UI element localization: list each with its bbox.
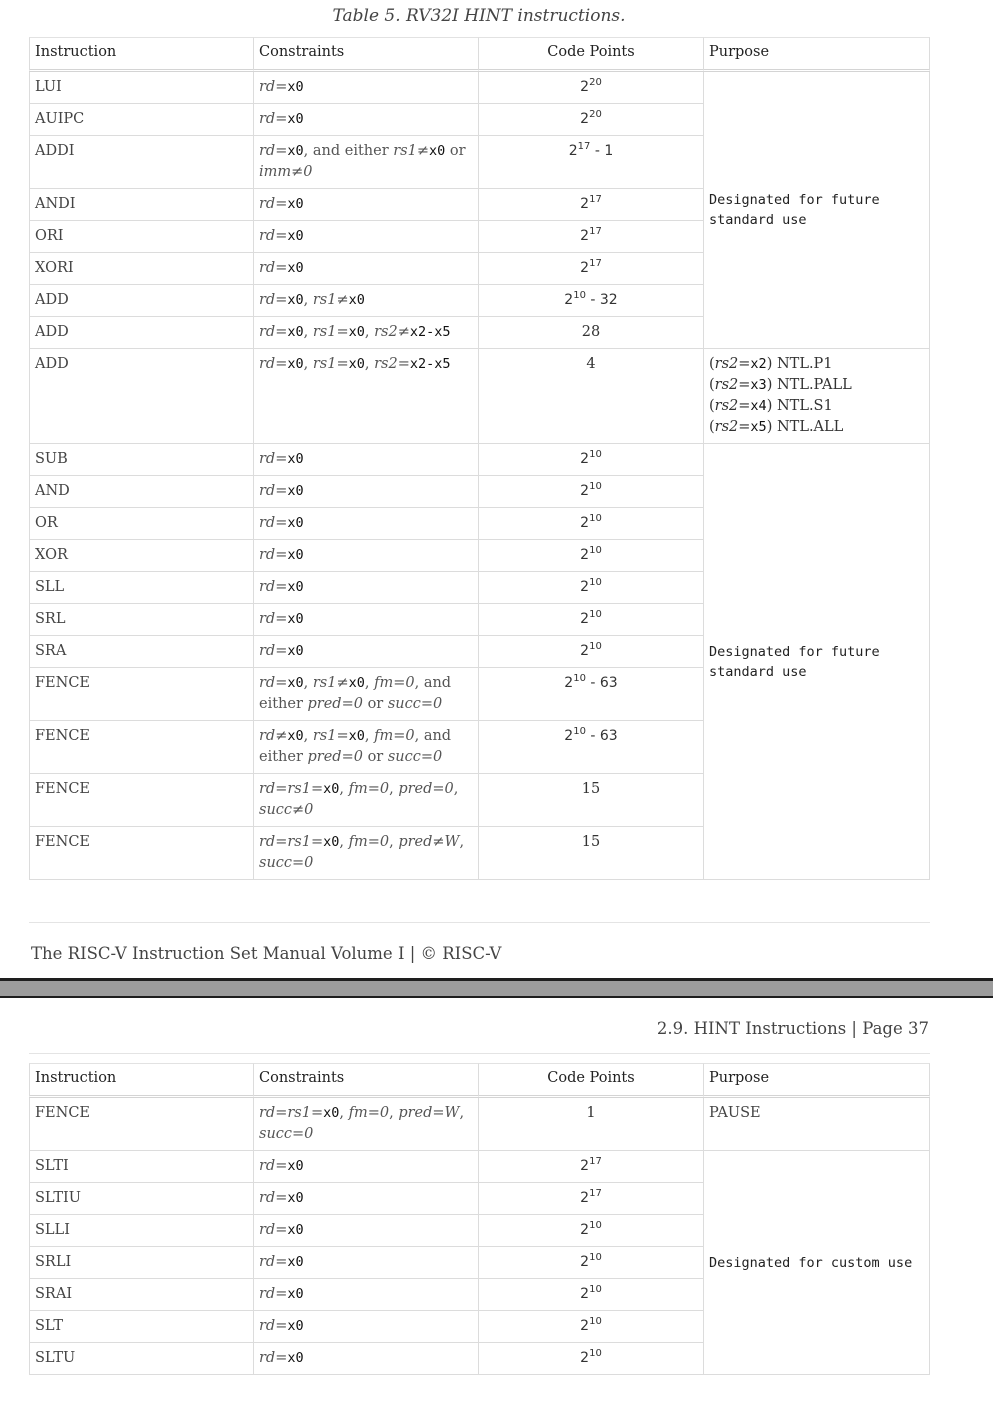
- constraints-cell: rd=x0: [254, 604, 479, 636]
- page-header: 2.9. HINT Instructions | Page 37: [656, 1019, 929, 1038]
- code-points-cell: $2^{10} - 63$: [479, 668, 704, 721]
- constraints-cell: rd=x0: [254, 444, 479, 476]
- code-points-cell: $2^{17} - 1$: [479, 136, 704, 189]
- table-row-sub: [29, 444, 930, 476]
- instruction-cell: SLL: [29, 572, 254, 604]
- instruction-cell: FENCE: [29, 1098, 254, 1151]
- code-points-cell: 15: [479, 774, 704, 827]
- code-points-cell: $2^{10}$: [479, 604, 704, 636]
- instruction-cell: FENCE: [29, 668, 254, 721]
- constraints-cell: rd=x0: [254, 1215, 479, 1247]
- constraints-cell: rd=x0, rs1=x0, rs2≠x2-x5: [254, 317, 479, 349]
- code-points-cell: $2^{10}$: [479, 1215, 704, 1247]
- instruction-cell: SRLI: [29, 1247, 254, 1279]
- code-points-cell: $2^{10}$: [479, 476, 704, 508]
- constraints-cell: rd=x0: [254, 1183, 479, 1215]
- instruction-cell: ADD: [29, 317, 254, 349]
- constraints-cell: rd=x0: [254, 636, 479, 668]
- col-header-code-points: Code Points: [479, 1063, 704, 1098]
- footer-divider: [29, 922, 930, 923]
- constraints-cell: rd=x0: [254, 476, 479, 508]
- code-points-cell: $2^{10} - 63$: [479, 721, 704, 774]
- instruction-cell: ADDI: [29, 136, 254, 189]
- instruction-cell: XOR: [29, 540, 254, 572]
- code-points-cell: $2^{10}$: [479, 540, 704, 572]
- code-points-cell: $2^{10}$: [479, 636, 704, 668]
- instruction-cell: ADD: [29, 285, 254, 317]
- constraints-cell: rd=x0: [254, 1279, 479, 1311]
- col-header-instruction: Instruction: [29, 1063, 254, 1098]
- instruction-cell: SLTU: [29, 1343, 254, 1375]
- hint-table-2: [29, 1063, 930, 1375]
- instruction-cell: SUB: [29, 444, 254, 476]
- code-points-cell: $2^{10}$: [479, 1311, 704, 1343]
- table-row-slti: [29, 1151, 930, 1183]
- code-points-cell: $2^{10}$: [479, 1247, 704, 1279]
- header-row: [29, 37, 930, 72]
- page-footer: The RISC-V Instruction Set Manual Volume I | © RISC-V: [31, 944, 502, 963]
- code-points-cell: $2^{20}$: [479, 104, 704, 136]
- instruction-cell: SRA: [29, 636, 254, 668]
- code-points-cell: $2^{17}$: [479, 1183, 704, 1215]
- purpose-cell: Designated for future standard use: [704, 72, 930, 349]
- purpose-cell: PAUSE: [704, 1098, 930, 1151]
- constraints-cell: rd=rs1=x0, fm=0, pred=W, succ=0: [254, 1098, 479, 1151]
- constraints-cell: rd=x0, rs1≠x0, fm=0, and either pred=0 or succ=0: [254, 668, 479, 721]
- instruction-cell: FENCE: [29, 774, 254, 827]
- code-points-cell: 4: [479, 349, 704, 444]
- constraints-cell: rd=x0: [254, 1247, 479, 1279]
- col-header-constraints: Constraints: [254, 1063, 479, 1098]
- code-points-cell: $2^{10}$: [479, 1343, 704, 1375]
- table-row-lui: [29, 72, 930, 104]
- constraints-cell: rd=x0, rs1=x0, rs2=x2-x5: [254, 349, 479, 444]
- instruction-cell: OR: [29, 508, 254, 540]
- instruction-cell: LUI: [29, 72, 254, 104]
- instruction-cell: SLTIU: [29, 1183, 254, 1215]
- code-points-cell: $2^{10}$: [479, 1279, 704, 1311]
- header-row: [29, 1063, 930, 1098]
- instruction-cell: SLT: [29, 1311, 254, 1343]
- constraints-cell: rd=x0: [254, 221, 479, 253]
- col-header-purpose: Purpose: [704, 37, 930, 72]
- constraints-cell: rd=x0: [254, 1343, 479, 1375]
- instruction-cell: ANDI: [29, 189, 254, 221]
- code-points-cell: $2^{10}$: [479, 508, 704, 540]
- code-points-cell: $2^{17}$: [479, 1151, 704, 1183]
- constraints-cell: rd=x0, rs1≠x0: [254, 285, 479, 317]
- constraints-cell: rd=x0: [254, 1311, 479, 1343]
- page-separator: [0, 978, 993, 998]
- header-divider: [29, 1053, 930, 1054]
- code-points-cell: 28: [479, 317, 704, 349]
- code-points-cell: $2^{20}$: [479, 72, 704, 104]
- instruction-cell: SLTI: [29, 1151, 254, 1183]
- purpose-cell: Designated for future standard use: [704, 444, 930, 880]
- col-header-constraints: Constraints: [254, 37, 479, 72]
- code-points-cell: $2^{17}$: [479, 189, 704, 221]
- constraints-cell: rd=rs1=x0, fm=0, pred=0, succ≠0: [254, 774, 479, 827]
- instruction-cell: ORI: [29, 221, 254, 253]
- code-points-cell: 1: [479, 1098, 704, 1151]
- code-points-cell: $2^{17}$: [479, 221, 704, 253]
- code-points-cell: $2^{10}$: [479, 444, 704, 476]
- instruction-cell: SLLI: [29, 1215, 254, 1247]
- table-row-fence: [29, 1098, 930, 1151]
- instruction-cell: SRL: [29, 604, 254, 636]
- purpose-cell: Designated for custom use: [704, 1151, 930, 1375]
- table-row-add: [29, 349, 930, 444]
- col-header-instruction: Instruction: [29, 37, 254, 72]
- constraints-cell: rd=rs1=x0, fm=0, pred≠W, succ=0: [254, 827, 479, 880]
- instruction-cell: FENCE: [29, 721, 254, 774]
- constraints-cell: rd=x0: [254, 572, 479, 604]
- purpose-cell: (rs2=x2) NTL.P1 (rs2=x3) NTL.PALL (rs2=x4) NTL.S1 (rs2=x5) NTL.ALL: [704, 349, 930, 444]
- instruction-cell: AUIPC: [29, 104, 254, 136]
- instruction-cell: SRAI: [29, 1279, 254, 1311]
- table-caption: Table 5. RV32I HINT instructions.: [332, 6, 626, 26]
- constraints-cell: rd=x0: [254, 72, 479, 104]
- constraints-cell: rd=x0: [254, 1151, 479, 1183]
- code-points-cell: $2^{10}$: [479, 572, 704, 604]
- instruction-cell: FENCE: [29, 827, 254, 880]
- code-points-cell: 15: [479, 827, 704, 880]
- code-points-cell: $2^{10} - 32$: [479, 285, 704, 317]
- hint-table-1: [29, 37, 930, 880]
- constraints-cell: rd=x0: [254, 189, 479, 221]
- instruction-cell: XORI: [29, 253, 254, 285]
- constraints-cell: rd=x0: [254, 253, 479, 285]
- constraints-cell: rd=x0: [254, 540, 479, 572]
- col-header-code-points: Code Points: [479, 37, 704, 72]
- instruction-cell: ADD: [29, 349, 254, 444]
- constraints-cell: rd=x0: [254, 508, 479, 540]
- constraints-cell: rd=x0: [254, 104, 479, 136]
- col-header-purpose: Purpose: [704, 1063, 930, 1098]
- constraints-cell: rd=x0, and either rs1≠x0 or imm≠0: [254, 136, 479, 189]
- code-points-cell: $2^{17}$: [479, 253, 704, 285]
- constraints-cell: rd≠x0, rs1=x0, fm=0, and either pred=0 or succ=0: [254, 721, 479, 774]
- instruction-cell: AND: [29, 476, 254, 508]
